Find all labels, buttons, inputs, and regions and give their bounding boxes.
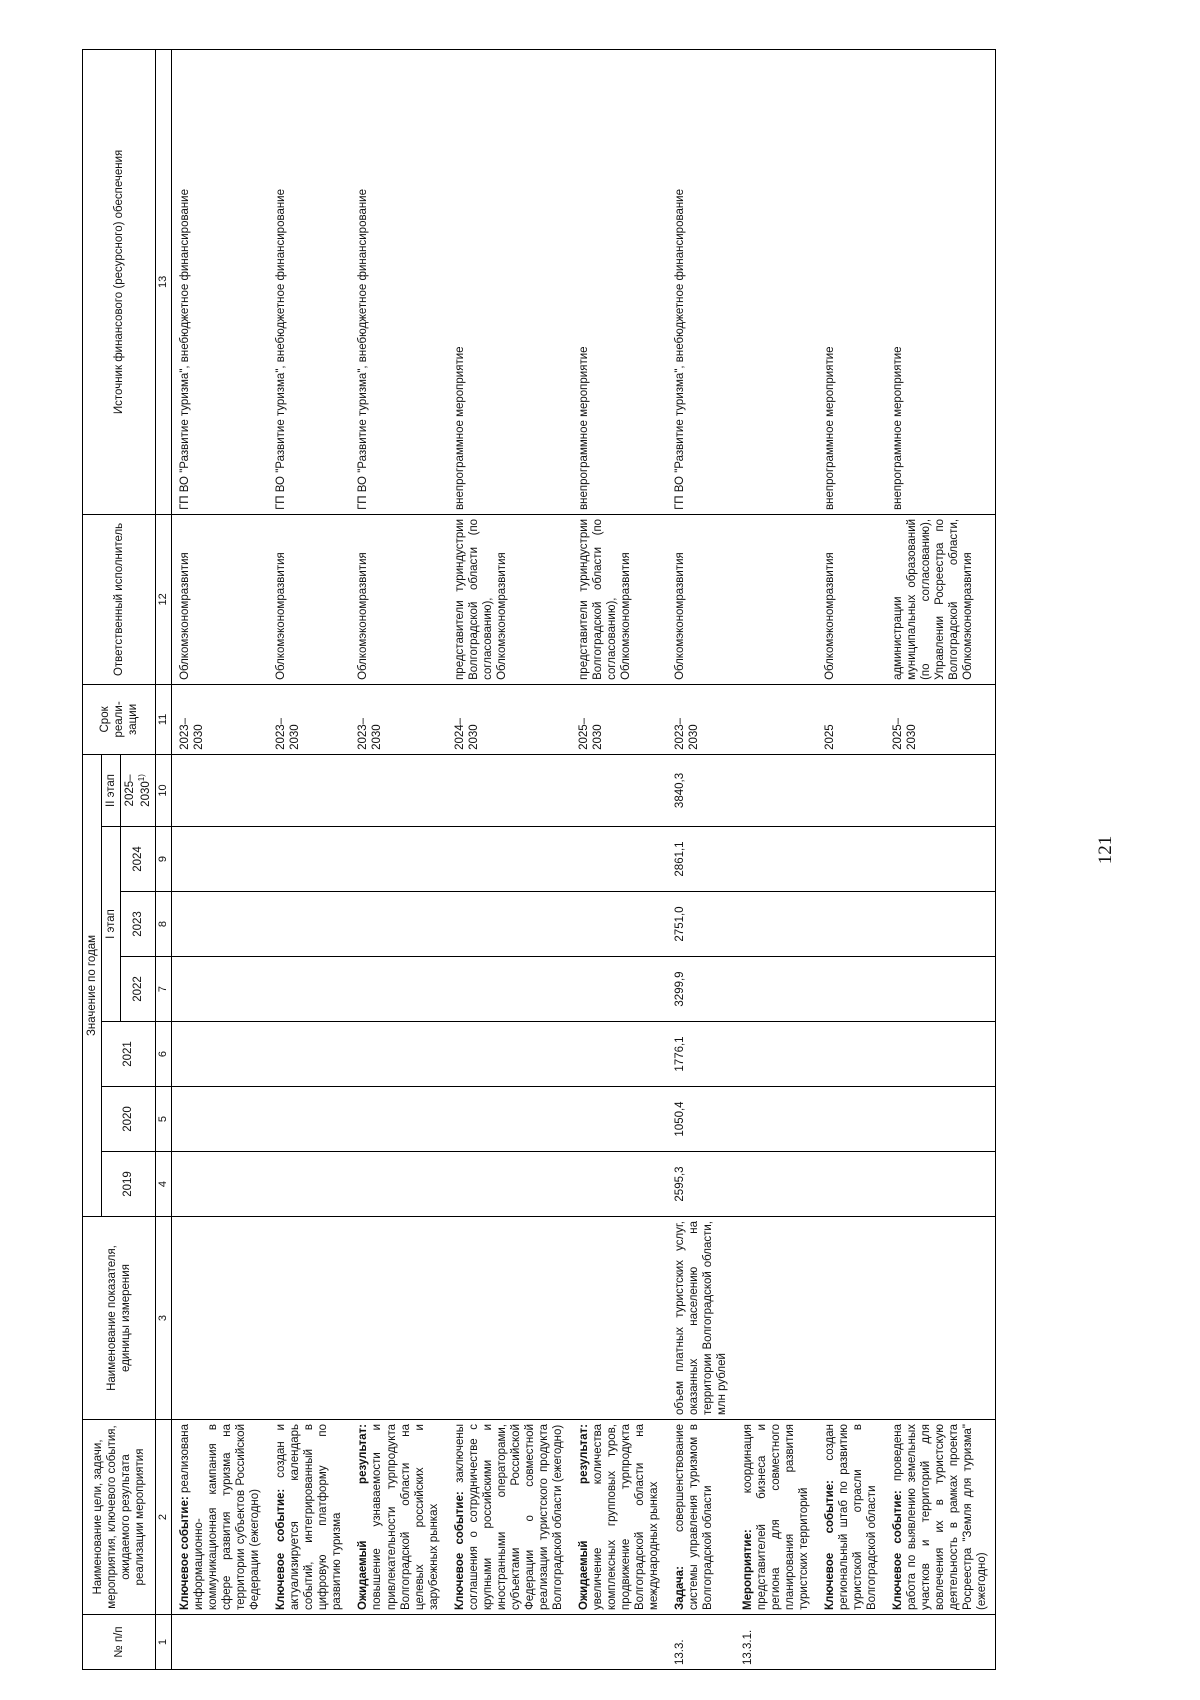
column-number-row [155, 49, 171, 1669]
value-2024 [735, 827, 817, 892]
value-2019 [571, 1152, 667, 1217]
row-indicator [447, 1217, 571, 1420]
row-indicator [172, 1217, 269, 1420]
row-num [350, 1615, 446, 1670]
value-2019: 2595,3 [667, 1152, 735, 1217]
table-row [885, 49, 996, 1669]
value-2025-2030 [817, 754, 885, 826]
row-text: проведена работа по выявлению земельных участков и территорий для вовлечения их в туристскую деятельность в рамках проекта Росреестра "Земля для туризма" (ежегодно) [891, 1424, 989, 1610]
column-number: 3 [155, 1217, 171, 1420]
row-text: заключены соглашения о сотрудничестве с крупными российскими и иностранными операторами, субъектами Российской Федерации о совместной реализации туристского продукта Волгоградской области (ежегодно) [453, 1424, 564, 1610]
header-2022: 2022 [121, 957, 156, 1022]
row-name [571, 1420, 667, 1615]
row-name [885, 1420, 996, 1615]
header-2021: 2021 [102, 1022, 156, 1087]
row-funding: ГП ВО "Развитие туризма", внебюджетное финансирование [350, 49, 446, 514]
value-2025-2030 [268, 754, 350, 826]
value-2023 [172, 892, 269, 957]
value-2023 [350, 892, 446, 957]
row-funding: ГП ВО "Развитие туризма", внебюджетное финансирование [172, 49, 269, 514]
table-row [172, 49, 269, 1669]
value-2023 [268, 892, 350, 957]
row-num [571, 1615, 667, 1670]
column-number: 12 [155, 514, 171, 684]
value-2024 [172, 827, 269, 892]
value-2020 [447, 1087, 571, 1152]
row-name [667, 1420, 735, 1615]
table-body [172, 49, 996, 1669]
row-lead: Ключевое событие: [823, 1480, 836, 1610]
value-2022 [735, 957, 817, 1022]
value-2024 [268, 827, 350, 892]
value-2022 [447, 957, 571, 1022]
row-funding: внепрограммное мероприятие [447, 49, 571, 514]
row-name [735, 1420, 817, 1615]
row-indicator [268, 1217, 350, 1420]
row-responsible: администрации муниципальных образований (по согласованию), Управлении Росреестра по Волгоградской области, Облкомэкономразвития [885, 514, 996, 684]
value-2019 [447, 1152, 571, 1217]
column-number: 4 [155, 1152, 171, 1217]
header-name: Наименование цели, задачи, мероприятия, ключевого события, ожидаемого результата реализации мероприятия [83, 1420, 156, 1615]
header-values: Значение по годам [83, 754, 102, 1216]
value-2021 [268, 1022, 350, 1087]
column-number: 7 [155, 957, 171, 1022]
value-2019 [172, 1152, 269, 1217]
row-indicator [735, 1217, 817, 1420]
value-2025-2030 [350, 754, 446, 826]
value-2019 [268, 1152, 350, 1217]
value-2019 [735, 1152, 817, 1217]
row-num: 13.3.1. [735, 1615, 817, 1670]
value-2022 [571, 957, 667, 1022]
value-2022 [817, 957, 885, 1022]
row-text: реализована информационно-коммуникационная кампания в сфере развития туризма на территории субъектов Российской Федерации (ежегодно) [179, 1424, 262, 1610]
value-2021 [817, 1022, 885, 1087]
row-responsible: Облкомэкономразвития [667, 514, 735, 684]
header-2024: 2024 [121, 827, 156, 892]
row-indicator [571, 1217, 667, 1420]
footnote-mark: 1) [137, 774, 147, 782]
header-funding: Источник финансового (ресурсного) обеспечения [83, 49, 156, 514]
value-2025-2030 [447, 754, 571, 826]
plan-table [82, 49, 996, 1670]
row-lead: Мероприятие: [741, 1529, 754, 1610]
value-2024 [350, 827, 446, 892]
value-2020: 1050,4 [667, 1087, 735, 1152]
row-name [817, 1420, 885, 1615]
row-text: создан и актуализируется календарь событий, интегрированный в цифровую платформу по развитию туризма [275, 1423, 344, 1610]
column-number: 2 [155, 1420, 171, 1615]
value-2024 [885, 827, 996, 892]
value-2025-2030 [571, 754, 667, 826]
row-num [172, 1615, 269, 1670]
value-2020 [172, 1087, 269, 1152]
header-num: № п/п [83, 1615, 156, 1670]
row-responsible: Облкомэкономразвития [350, 514, 446, 684]
value-2022 [268, 957, 350, 1022]
column-number: 1 [155, 1615, 171, 1670]
value-2020 [571, 1087, 667, 1152]
row-term: 2024– 2030 [447, 684, 571, 754]
value-2020 [735, 1087, 817, 1152]
row-responsible: Облкомэкономразвития [817, 514, 885, 684]
column-number: 9 [155, 827, 171, 892]
table-row [350, 49, 446, 1669]
row-text: повышение узнаваемости и привлекательности турпродукта Волгоградской области на целевых российских и зарубежных рынках [371, 1424, 440, 1610]
row-responsible: представители туриндустрии Волгоградской области (по согласованию), Облкомэкономразвития [447, 514, 571, 684]
value-2025-2030: 3840,3 [667, 754, 735, 826]
value-2021: 1776,1 [667, 1022, 735, 1087]
table-row [571, 49, 667, 1669]
table-row [817, 49, 885, 1669]
row-name [350, 1420, 446, 1615]
table-header [83, 49, 172, 1669]
row-term: 2023– 2030 [667, 684, 735, 754]
value-2024 [817, 827, 885, 892]
row-term [735, 684, 817, 754]
row-indicator: объем платных туристских услуг, оказанных населению на территории Волгоградской области, млн рублей [667, 1217, 735, 1420]
value-2021 [735, 1022, 817, 1087]
row-indicator [817, 1217, 885, 1420]
row-lead: Ожидаемый результат: [357, 1424, 370, 1610]
column-number: 6 [155, 1022, 171, 1087]
value-2021 [571, 1022, 667, 1087]
header-term: Срок реали-зации [83, 684, 156, 754]
value-2019 [350, 1152, 446, 1217]
value-2023 [447, 892, 571, 957]
row-lead: Ключевое событие: [891, 1490, 904, 1610]
row-responsible: Облкомэкономразвития [172, 514, 269, 684]
row-num [268, 1615, 350, 1670]
row-term: 2023– 2030 [350, 684, 446, 754]
row-text: координация представителей бизнеса и региона для совместного планирования развития туристских территорий [741, 1424, 810, 1610]
header-indicator: Наименование показателя, единицы измерения [83, 1217, 156, 1420]
row-num [817, 1615, 885, 1670]
row-num [447, 1615, 571, 1670]
row-name [447, 1420, 571, 1615]
header-responsible: Ответственный исполнитель [83, 514, 156, 684]
row-lead: Ключевое событие: [453, 1491, 466, 1610]
row-lead: Ключевое событие: [275, 1488, 288, 1610]
value-2025-2030 [172, 754, 269, 826]
value-2019 [885, 1152, 996, 1217]
row-lead: Ожидаемый результат: [577, 1424, 590, 1610]
row-responsible [735, 514, 817, 684]
value-2021 [885, 1022, 996, 1087]
row-text: совершенствование системы управления туризмом в Волгоградской области [673, 1424, 714, 1610]
row-funding: ГП ВО "Развитие туризма", внебюджетное финансирование [268, 49, 350, 514]
value-2022 [885, 957, 996, 1022]
table-row [268, 49, 350, 1669]
header-stage2-years: 2025–2030$^{1)}$ [121, 754, 156, 826]
row-funding: внепрограммное мероприятие [817, 49, 885, 514]
value-2019 [817, 1152, 885, 1217]
row-funding: ГП ВО "Развитие туризма", внебюджетное финансирование [667, 49, 735, 514]
page-number: 121 [1095, 835, 1116, 865]
row-num: 13.3. [667, 1615, 735, 1670]
value-2023 [885, 892, 996, 957]
value-2022: 3299,9 [667, 957, 735, 1022]
header-2019: 2019 [102, 1152, 156, 1217]
row-term: 2025 [817, 684, 885, 754]
column-number: 11 [155, 684, 171, 754]
value-2023 [735, 892, 817, 957]
value-2024 [571, 827, 667, 892]
row-num [885, 1615, 996, 1670]
row-responsible: представители туриндустрии Волгоградской области (по согласованию), Облкомэкономразвития [571, 514, 667, 684]
value-2023 [817, 892, 885, 957]
header-stage2: II этап [102, 754, 121, 826]
table-row [735, 49, 817, 1669]
table-row [447, 49, 571, 1669]
row-lead: Ключевое событие: [179, 1496, 192, 1610]
value-2022 [172, 957, 269, 1022]
value-2021 [350, 1022, 446, 1087]
value-2022 [350, 957, 446, 1022]
value-2025-2030 [885, 754, 996, 826]
value-2020 [885, 1087, 996, 1152]
value-2020 [350, 1087, 446, 1152]
row-lead: Задача: [673, 1566, 686, 1610]
row-term: 2025– 2030 [571, 684, 667, 754]
row-indicator [350, 1217, 446, 1420]
row-text: создан региональный штаб по развитию туристской отрасли в Волгоградской области [823, 1424, 878, 1610]
table-row [667, 49, 735, 1669]
value-2020 [817, 1087, 885, 1152]
row-funding [735, 49, 817, 514]
value-2024 [447, 827, 571, 892]
value-2025-2030 [735, 754, 817, 826]
row-funding: внепрограммное мероприятие [885, 49, 996, 514]
row-responsible: Облкомэкономразвития [268, 514, 350, 684]
row-indicator [885, 1217, 996, 1420]
header-stage1: I этап [102, 827, 121, 1022]
row-funding: внепрограммное мероприятие [571, 49, 667, 514]
header-2023: 2023 [121, 892, 156, 957]
value-2020 [268, 1087, 350, 1152]
value-2021 [447, 1022, 571, 1087]
value-2021 [172, 1022, 269, 1087]
row-name [172, 1420, 269, 1615]
row-term: 2025– 2030 [885, 684, 996, 754]
column-number: 13 [155, 49, 171, 514]
row-term: 2023– 2030 [268, 684, 350, 754]
value-2024: 2861,1 [667, 827, 735, 892]
value-2023 [571, 892, 667, 957]
row-text: увеличение количества комплексных групповых туров, продвижение турпродукта Волгоградской области на международных рынках [591, 1424, 660, 1610]
value-2023: 2751,0 [667, 892, 735, 957]
row-name [268, 1420, 350, 1615]
row-term: 2023– 2030 [172, 684, 269, 754]
header-2020: 2020 [102, 1087, 156, 1152]
column-number: 8 [155, 892, 171, 957]
column-number: 10 [155, 754, 171, 826]
column-number: 5 [155, 1087, 171, 1152]
